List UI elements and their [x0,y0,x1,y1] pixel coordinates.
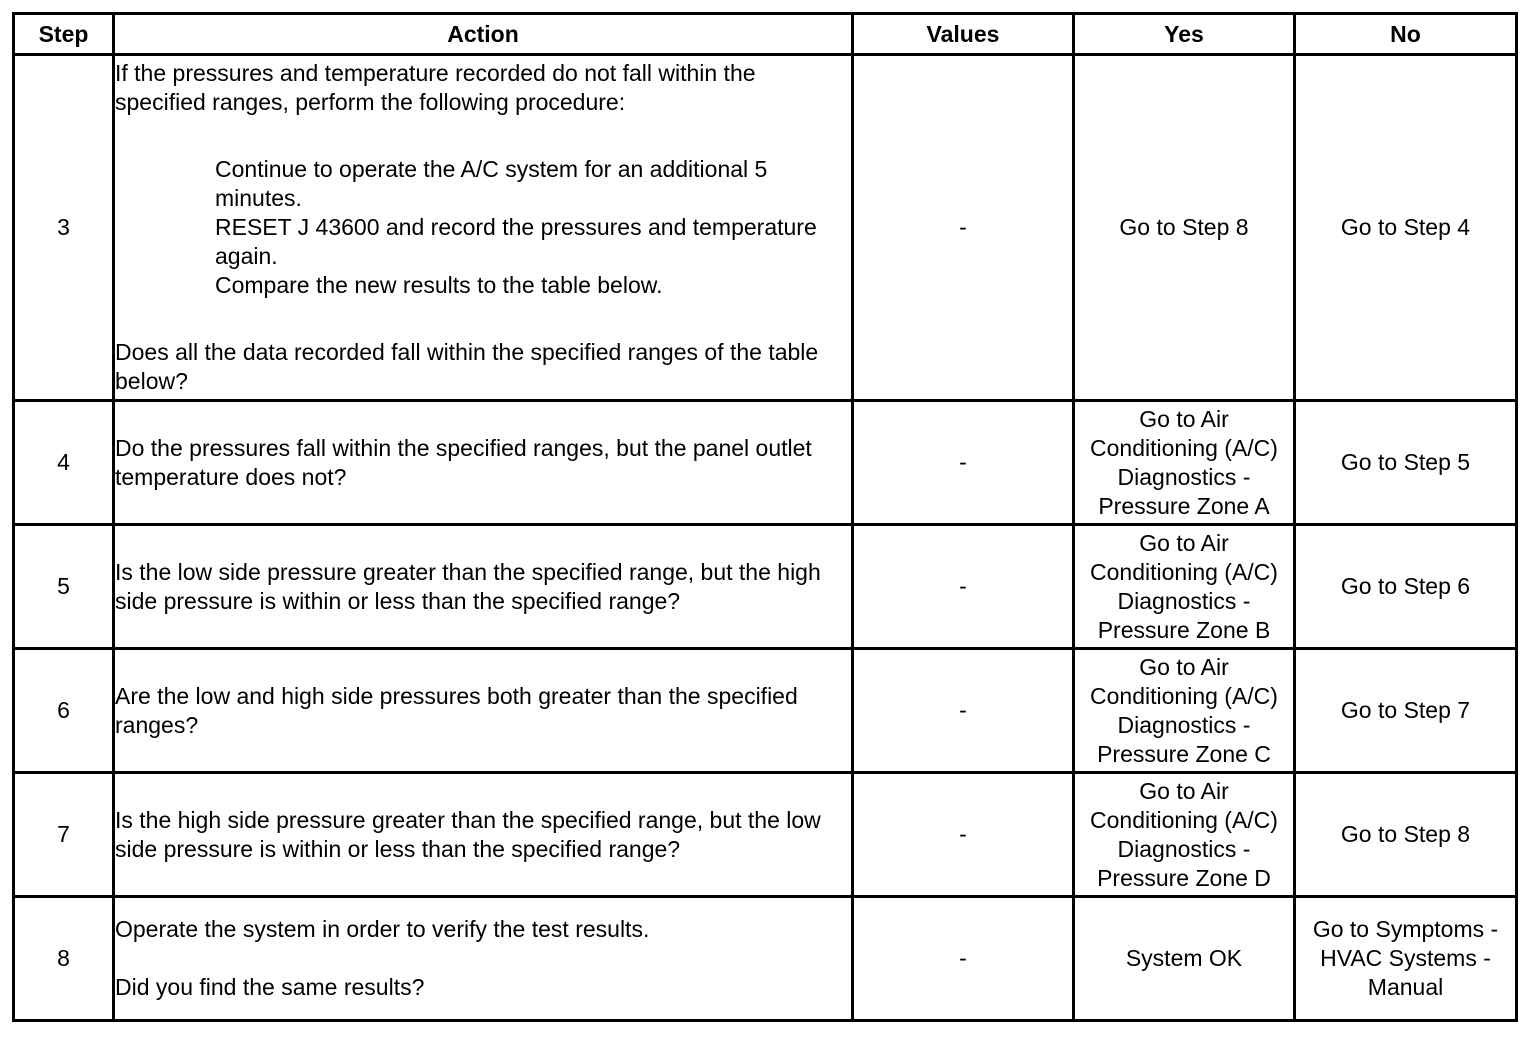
yes-link-line: Conditioning (A/C) [1090,682,1278,709]
no-link[interactable]: Go to Step 7 [1340,697,1471,723]
values-cell: - [853,525,1074,649]
yes-link-line: Conditioning (A/C) [1090,434,1278,461]
action-question: Does all the data recorded fall within the specified ranges of the table below? [115,339,819,394]
values-cell: - [853,897,1074,1021]
action-cell [114,773,853,897]
action-text: Operate the system in order to verify the test results. [115,916,650,942]
yes-link-line: Pressure Zone D [1097,864,1271,891]
step-number: 4 [14,401,114,525]
procedure-step: Compare the new results to the table below. [215,272,663,298]
yes-link-line: Conditioning (A/C) [1090,558,1278,585]
action-cell [114,897,853,1021]
no-cell [1295,401,1517,525]
yes-cell [1074,897,1295,1021]
table-row [14,773,1517,897]
yes-link-line: Pressure Zone A [1098,492,1270,519]
table-row [14,401,1517,525]
table-row [14,55,1517,401]
table-row [14,649,1517,773]
action-text: Are the low and high side pressures both greater than the specified ranges? [115,682,798,738]
no-link-line: Manual [1367,974,1444,1000]
step-number: 5 [14,525,114,649]
step-number: 8 [14,897,114,1021]
header-no: No [1295,14,1517,55]
yes-link-line: Go to Air [1139,777,1229,804]
yes-link-line: Go to Air [1139,653,1229,680]
yes-cell[interactable] [1074,649,1295,773]
header-step: Step [14,14,114,55]
yes-link-line: Diagnostics - [1117,587,1251,614]
yes-link-line: Diagnostics - [1117,835,1251,862]
yes-link[interactable]: Go to Step 8 [1119,214,1249,240]
yes-link-line: Pressure Zone C [1097,740,1271,767]
no-cell [1295,649,1517,773]
no-cell [1295,525,1517,649]
action-cell [114,649,853,773]
values-cell: - [853,649,1074,773]
header-yes: Yes [1074,14,1295,55]
values-cell: - [853,55,1074,401]
yes-cell[interactable] [1074,401,1295,525]
procedure-step: Continue to operate the A/C system for an additional 5 minutes. [215,156,768,211]
yes-link-line: Go to Air [1139,405,1229,432]
header-row [14,14,1517,55]
action-intro: If the pressures and temperature recorded do not fall within the specified ranges, perform the following procedure: [115,60,756,115]
yes-cell[interactable] [1074,773,1295,897]
table-row [14,525,1517,649]
action-text: Is the low side pressure greater than the specified range, but the high side pressure is within or less than the specified range? [115,558,821,614]
yes-link-line: Diagnostics - [1117,463,1251,490]
no-link[interactable]: Go to Step 8 [1340,821,1471,847]
step-number: 6 [14,649,114,773]
table-row [14,897,1517,1021]
header-action: Action [114,14,853,55]
step-number: 7 [14,773,114,897]
no-link-line: Go to Symptoms - [1312,916,1499,942]
action-cell [114,525,853,649]
action-question: Did you find the same results? [115,974,425,1000]
action-cell [114,401,853,525]
yes-link-line: Conditioning (A/C) [1090,806,1278,833]
values-cell: - [853,773,1074,897]
yes-result: System OK [1125,945,1243,971]
no-link[interactable]: Go to Step 5 [1340,449,1471,475]
header-values: Values [853,14,1074,55]
yes-link-line: Go to Air [1139,529,1229,556]
no-cell [1295,55,1517,401]
no-link[interactable]: Go to Step 6 [1340,573,1471,599]
action-text: Is the high side pressure greater than the specified range, but the low side pressure is within or less than the specified range? [115,806,821,862]
diagnostic-table [12,12,1518,1022]
procedure-step: RESET J 43600 and record the pressures and temperature again. [215,214,817,269]
step-number: 3 [14,55,114,401]
no-cell [1295,773,1517,897]
no-link-line: HVAC Systems - [1320,945,1491,971]
no-link[interactable]: Go to Step 4 [1340,214,1471,240]
yes-link-line: Pressure Zone B [1097,616,1271,643]
action-cell [114,55,853,401]
no-cell[interactable] [1295,897,1517,1021]
yes-cell [1074,55,1295,401]
yes-link-line: Diagnostics - [1117,711,1251,738]
action-text: Do the pressures fall within the specified ranges, but the panel outlet temperature does not? [115,434,812,490]
values-cell: - [853,401,1074,525]
yes-cell[interactable] [1074,525,1295,649]
